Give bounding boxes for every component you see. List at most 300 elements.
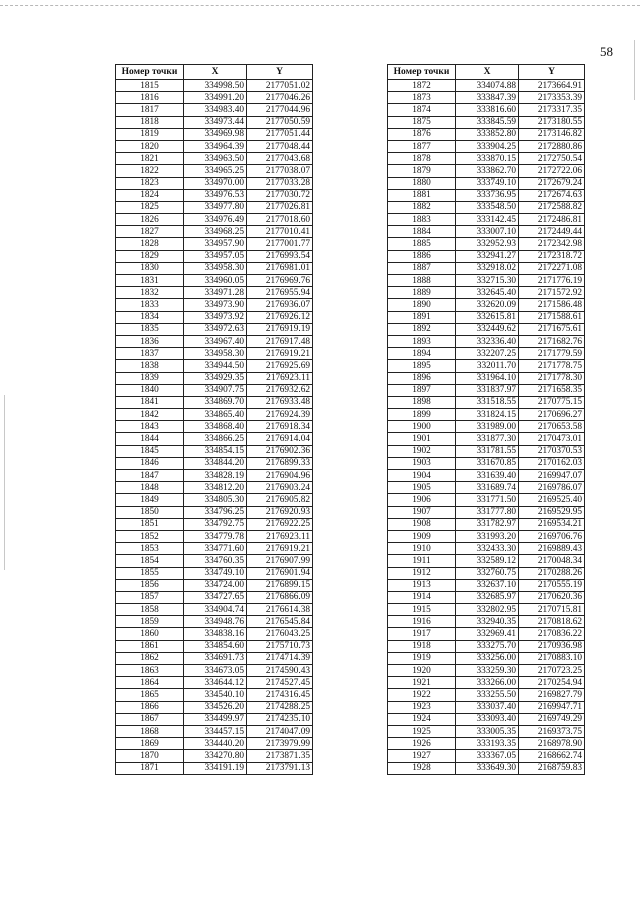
- cell-y: 2170653.58: [519, 421, 585, 433]
- table-row: [116, 140, 313, 152]
- cell-y: 2174235.10: [247, 713, 313, 725]
- cell-y: 2176902.36: [247, 445, 313, 457]
- cell-y: 2174288.25: [247, 701, 313, 713]
- cell-x: 334779.78: [184, 530, 247, 542]
- table-row: [116, 713, 313, 725]
- cell-x: 334973.92: [184, 311, 247, 323]
- table-row: [116, 591, 313, 603]
- table-row: [388, 348, 585, 360]
- cell-x: 332802.95: [456, 604, 519, 616]
- table-row: [116, 470, 313, 482]
- cell-point-number: 1863: [116, 665, 184, 677]
- cell-x: 334440.20: [184, 738, 247, 750]
- cell-y: 2173146.82: [519, 128, 585, 140]
- cell-point-number: 1872: [388, 80, 456, 92]
- cell-y: 2176914.04: [247, 433, 313, 445]
- cell-x: 334760.35: [184, 555, 247, 567]
- cell-point-number: 1817: [116, 104, 184, 116]
- cell-y: 2174047.09: [247, 725, 313, 737]
- table-row: [116, 555, 313, 567]
- cell-y: 2177051.44: [247, 128, 313, 140]
- cell-point-number: 1825: [116, 201, 184, 213]
- cell-point-number: 1919: [388, 652, 456, 664]
- cell-point-number: 1893: [388, 335, 456, 347]
- table-row: [116, 457, 313, 469]
- cell-y: 2174316.45: [247, 689, 313, 701]
- cell-x: 333548.50: [456, 201, 519, 213]
- cell-point-number: 1836: [116, 335, 184, 347]
- cell-point-number: 1870: [116, 750, 184, 762]
- cell-x: 334957.05: [184, 250, 247, 262]
- cell-point-number: 1841: [116, 396, 184, 408]
- cell-x: 333142.45: [456, 214, 519, 226]
- table-row: [116, 323, 313, 335]
- cell-y: 2176907.99: [247, 555, 313, 567]
- cell-y: 2173664.91: [519, 80, 585, 92]
- cell-y: 2171682.76: [519, 335, 585, 347]
- cell-point-number: 1842: [116, 409, 184, 421]
- cell-y: 2171588.61: [519, 311, 585, 323]
- cell-y: 2176926.12: [247, 311, 313, 323]
- cell-point-number: 1918: [388, 640, 456, 652]
- cell-x: 334976.53: [184, 189, 247, 201]
- cell-x: 333870.15: [456, 153, 519, 165]
- table-row: [116, 153, 313, 165]
- cell-point-number: 1901: [388, 433, 456, 445]
- cell-x: 331639.40: [456, 470, 519, 482]
- cell-point-number: 1852: [116, 530, 184, 542]
- cell-point-number: 1905: [388, 482, 456, 494]
- cell-x: 333649.30: [456, 762, 519, 774]
- cell-x: 333367.05: [456, 750, 519, 762]
- table-row: [116, 311, 313, 323]
- cell-x: 333093.40: [456, 713, 519, 725]
- cell-point-number: 1916: [388, 616, 456, 628]
- cell-x: 332940.35: [456, 616, 519, 628]
- cell-x: 334812.20: [184, 482, 247, 494]
- table-row: [388, 482, 585, 494]
- cell-point-number: 1864: [116, 677, 184, 689]
- cell-x: 334944.50: [184, 360, 247, 372]
- cell-y: 2176545.84: [247, 616, 313, 628]
- cell-point-number: 1897: [388, 384, 456, 396]
- cell-x: 334805.30: [184, 494, 247, 506]
- table-row: [388, 689, 585, 701]
- cell-x: 334929.35: [184, 372, 247, 384]
- table-row: [388, 457, 585, 469]
- table-row: [388, 677, 585, 689]
- cell-x: 331782.97: [456, 518, 519, 530]
- cell-y: 2177044.96: [247, 104, 313, 116]
- table-row: [116, 762, 313, 774]
- cell-x: 332941.27: [456, 250, 519, 262]
- cell-y: 2170555.19: [519, 579, 585, 591]
- cell-x: 332637.10: [456, 579, 519, 591]
- table-row: [116, 80, 313, 92]
- cell-x: 331989.00: [456, 421, 519, 433]
- cell-point-number: 1903: [388, 457, 456, 469]
- table-row: [388, 153, 585, 165]
- cell-y: 2177030.72: [247, 189, 313, 201]
- cell-y: 2176866.09: [247, 591, 313, 603]
- cell-y: 2177001.77: [247, 238, 313, 250]
- table-row: [116, 604, 313, 616]
- table-row: [116, 628, 313, 640]
- cell-x: 334644.12: [184, 677, 247, 689]
- cell-x: 334969.98: [184, 128, 247, 140]
- cell-y: 2176925.69: [247, 360, 313, 372]
- cell-point-number: 1837: [116, 348, 184, 360]
- cell-x: 331964.10: [456, 372, 519, 384]
- cell-x: 332969.41: [456, 628, 519, 640]
- cell-x: 334869.70: [184, 396, 247, 408]
- table-row: [388, 80, 585, 92]
- table-row: [388, 360, 585, 372]
- cell-x: 334976.49: [184, 214, 247, 226]
- header-point-number: Номер точки: [116, 65, 184, 80]
- cell-point-number: 1867: [116, 713, 184, 725]
- table-row: [116, 287, 313, 299]
- cell-y: 2177010.41: [247, 226, 313, 238]
- cell-x: 334957.90: [184, 238, 247, 250]
- table-row: [388, 750, 585, 762]
- cell-x: 333255.50: [456, 689, 519, 701]
- cell-y: 2170620.36: [519, 591, 585, 603]
- cell-y: 2170723.25: [519, 665, 585, 677]
- cell-x: 334838.16: [184, 628, 247, 640]
- cell-point-number: 1843: [116, 421, 184, 433]
- header-y: Y: [519, 65, 585, 80]
- table-row: [388, 604, 585, 616]
- cell-x: 334270.80: [184, 750, 247, 762]
- cell-y: 2171572.92: [519, 287, 585, 299]
- cell-y: 2176043.25: [247, 628, 313, 640]
- cell-x: 332336.40: [456, 335, 519, 347]
- cell-point-number: 1822: [116, 165, 184, 177]
- cell-y: 2170473.01: [519, 433, 585, 445]
- cell-x: 334854.60: [184, 640, 247, 652]
- table-row: [388, 470, 585, 482]
- cell-point-number: 1907: [388, 506, 456, 518]
- cell-x: 331781.55: [456, 445, 519, 457]
- cell-y: 2176918.34: [247, 421, 313, 433]
- cell-x: 334868.40: [184, 421, 247, 433]
- cell-x: 334540.10: [184, 689, 247, 701]
- cell-y: 2176981.01: [247, 262, 313, 274]
- table-row: [388, 299, 585, 311]
- table-row: [116, 421, 313, 433]
- cell-x: 334998.50: [184, 80, 247, 92]
- cell-y: 2176993.54: [247, 250, 313, 262]
- cell-point-number: 1885: [388, 238, 456, 250]
- table-row: [116, 518, 313, 530]
- table-row: [116, 445, 313, 457]
- cell-y: 2176917.48: [247, 335, 313, 347]
- cell-y: 2169529.95: [519, 506, 585, 518]
- cell-x: 332645.40: [456, 287, 519, 299]
- cell-y: 2170715.81: [519, 604, 585, 616]
- cell-point-number: 1906: [388, 494, 456, 506]
- cell-point-number: 1922: [388, 689, 456, 701]
- cell-x: 333256.00: [456, 652, 519, 664]
- cell-point-number: 1889: [388, 287, 456, 299]
- cell-x: 334964.39: [184, 140, 247, 152]
- cell-x: 334972.63: [184, 323, 247, 335]
- table-row: [388, 543, 585, 555]
- table-row: [116, 506, 313, 518]
- cell-x: 334967.40: [184, 335, 247, 347]
- table-row: [116, 177, 313, 189]
- cell-point-number: 1915: [388, 604, 456, 616]
- cell-x: 334958.30: [184, 348, 247, 360]
- cell-point-number: 1838: [116, 360, 184, 372]
- cell-point-number: 1845: [116, 445, 184, 457]
- table-row: [388, 104, 585, 116]
- cell-x: 334973.90: [184, 299, 247, 311]
- table-row: [388, 665, 585, 677]
- cell-point-number: 1862: [116, 652, 184, 664]
- table-row: [388, 262, 585, 274]
- cell-point-number: 1854: [116, 555, 184, 567]
- cell-point-number: 1878: [388, 153, 456, 165]
- table-row: [388, 725, 585, 737]
- cell-x: 332715.30: [456, 275, 519, 287]
- table-row: [116, 165, 313, 177]
- cell-point-number: 1921: [388, 677, 456, 689]
- cell-point-number: 1832: [116, 287, 184, 299]
- cell-y: 2171778.75: [519, 360, 585, 372]
- cell-point-number: 1834: [116, 311, 184, 323]
- cell-x: 334749.10: [184, 567, 247, 579]
- cell-x: 333259.30: [456, 665, 519, 677]
- cell-x: 334958.30: [184, 262, 247, 274]
- table-row: [388, 628, 585, 640]
- table-row: [388, 555, 585, 567]
- table-row: [116, 384, 313, 396]
- table-row: [116, 189, 313, 201]
- cell-x: 331993.20: [456, 530, 519, 542]
- cell-point-number: 1926: [388, 738, 456, 750]
- cell-x: 332207.25: [456, 348, 519, 360]
- cell-x: 334983.40: [184, 104, 247, 116]
- table-row: [116, 665, 313, 677]
- cell-point-number: 1892: [388, 323, 456, 335]
- table-row: [116, 616, 313, 628]
- cell-x: 334963.50: [184, 153, 247, 165]
- cell-y: 2170254.94: [519, 677, 585, 689]
- cell-y: 2170883.10: [519, 652, 585, 664]
- cell-point-number: 1900: [388, 421, 456, 433]
- table-row: [116, 299, 313, 311]
- cell-point-number: 1820: [116, 140, 184, 152]
- table-row: [388, 713, 585, 725]
- table-row: [388, 335, 585, 347]
- cell-y: 2173353.39: [519, 92, 585, 104]
- cell-y: 2171776.19: [519, 275, 585, 287]
- cell-x: 334907.75: [184, 384, 247, 396]
- cell-x: 332449.62: [456, 323, 519, 335]
- cell-y: 2172342.98: [519, 238, 585, 250]
- cell-point-number: 1839: [116, 372, 184, 384]
- cell-point-number: 1868: [116, 725, 184, 737]
- cell-y: 2174714.39: [247, 652, 313, 664]
- cell-x: 334191.19: [184, 762, 247, 774]
- cell-y: 2171675.61: [519, 323, 585, 335]
- cell-x: 334960.05: [184, 275, 247, 287]
- cell-y: 2172750.54: [519, 153, 585, 165]
- cell-x: 334865.40: [184, 409, 247, 421]
- cell-x: 332952.93: [456, 238, 519, 250]
- cell-point-number: 1856: [116, 579, 184, 591]
- cell-point-number: 1857: [116, 591, 184, 603]
- cell-y: 2169889.43: [519, 543, 585, 555]
- cell-x: 332685.97: [456, 591, 519, 603]
- cell-x: 334971.28: [184, 287, 247, 299]
- cell-y: 2176919.21: [247, 348, 313, 360]
- table-row: [116, 701, 313, 713]
- cell-point-number: 1884: [388, 226, 456, 238]
- table-row: [116, 92, 313, 104]
- cell-y: 2172486.81: [519, 214, 585, 226]
- cell-point-number: 1818: [116, 116, 184, 128]
- table-row: [388, 396, 585, 408]
- cell-y: 2170288.26: [519, 567, 585, 579]
- cell-y: 2176919.21: [247, 543, 313, 555]
- cell-y: 2170936.98: [519, 640, 585, 652]
- cell-y: 2176901.94: [247, 567, 313, 579]
- cell-x: 333904.25: [456, 140, 519, 152]
- cell-y: 2173979.99: [247, 738, 313, 750]
- cell-y: 2170775.15: [519, 396, 585, 408]
- cell-x: 331518.55: [456, 396, 519, 408]
- table-row: [388, 140, 585, 152]
- table-row: [116, 348, 313, 360]
- cell-y: 2176932.62: [247, 384, 313, 396]
- cell-y: 2174527.45: [247, 677, 313, 689]
- cell-y: 2171778.30: [519, 372, 585, 384]
- cell-point-number: 1853: [116, 543, 184, 555]
- cell-x: 334074.88: [456, 80, 519, 92]
- cell-x: 334771.60: [184, 543, 247, 555]
- page-number: 58: [600, 44, 613, 59]
- cell-point-number: 1849: [116, 494, 184, 506]
- cell-point-number: 1882: [388, 201, 456, 213]
- cell-point-number: 1851: [116, 518, 184, 530]
- cell-point-number: 1871: [116, 762, 184, 774]
- cell-point-number: 1890: [388, 299, 456, 311]
- table-row: [388, 409, 585, 421]
- table-row: [388, 591, 585, 603]
- cell-y: 2169706.76: [519, 530, 585, 542]
- cell-point-number: 1826: [116, 214, 184, 226]
- cell-point-number: 1819: [116, 128, 184, 140]
- cell-y: 2176919.19: [247, 323, 313, 335]
- cell-point-number: 1831: [116, 275, 184, 287]
- cell-x: 334796.25: [184, 506, 247, 518]
- cell-x: 334691.73: [184, 652, 247, 664]
- cell-y: 2170048.34: [519, 555, 585, 567]
- cell-x: 334727.65: [184, 591, 247, 603]
- cell-x: 334866.25: [184, 433, 247, 445]
- cell-x: 334499.97: [184, 713, 247, 725]
- cell-point-number: 1830: [116, 262, 184, 274]
- scan-right-mark: [634, 40, 635, 100]
- coordinates-table-right: [387, 64, 585, 775]
- header-x: X: [184, 65, 247, 80]
- table-row: [388, 177, 585, 189]
- cell-x: 334973.44: [184, 116, 247, 128]
- cell-point-number: 1917: [388, 628, 456, 640]
- cell-point-number: 1911: [388, 555, 456, 567]
- cell-x: 333736.95: [456, 189, 519, 201]
- cell-y: 2173180.55: [519, 116, 585, 128]
- cell-x: 334792.75: [184, 518, 247, 530]
- cell-point-number: 1848: [116, 482, 184, 494]
- table-row: [116, 262, 313, 274]
- table-row: [116, 433, 313, 445]
- cell-y: 2170836.22: [519, 628, 585, 640]
- table-row: [116, 372, 313, 384]
- cell-point-number: 1913: [388, 579, 456, 591]
- table-row: [388, 445, 585, 457]
- cell-y: 2170162.03: [519, 457, 585, 469]
- cell-point-number: 1875: [388, 116, 456, 128]
- table-row: [388, 701, 585, 713]
- cell-x: 334844.20: [184, 457, 247, 469]
- cell-point-number: 1829: [116, 250, 184, 262]
- cell-y: 2169749.29: [519, 713, 585, 725]
- cell-point-number: 1912: [388, 567, 456, 579]
- cell-point-number: 1879: [388, 165, 456, 177]
- table-row: [116, 238, 313, 250]
- cell-y: 2176903.24: [247, 482, 313, 494]
- cell-x: 334673.05: [184, 665, 247, 677]
- cell-y: 2176955.94: [247, 287, 313, 299]
- cell-point-number: 1844: [116, 433, 184, 445]
- table-row: [388, 579, 585, 591]
- cell-point-number: 1821: [116, 153, 184, 165]
- cell-point-number: 1869: [116, 738, 184, 750]
- cell-point-number: 1928: [388, 762, 456, 774]
- table-row: [116, 530, 313, 542]
- cell-point-number: 1815: [116, 80, 184, 92]
- cell-point-number: 1840: [116, 384, 184, 396]
- cell-point-number: 1877: [388, 140, 456, 152]
- cell-point-number: 1887: [388, 262, 456, 274]
- table-row: [388, 189, 585, 201]
- cell-y: 2169786.07: [519, 482, 585, 494]
- cell-point-number: 1894: [388, 348, 456, 360]
- cell-point-number: 1861: [116, 640, 184, 652]
- cell-y: 2172679.24: [519, 177, 585, 189]
- cell-point-number: 1898: [388, 396, 456, 408]
- cell-point-number: 1823: [116, 177, 184, 189]
- cell-y: 2171779.59: [519, 348, 585, 360]
- cell-y: 2174590.43: [247, 665, 313, 677]
- cell-x: 333007.10: [456, 226, 519, 238]
- table-row: [388, 128, 585, 140]
- table-row: [388, 506, 585, 518]
- cell-y: 2169534.21: [519, 518, 585, 530]
- cell-point-number: 1910: [388, 543, 456, 555]
- cell-x: 333845.59: [456, 116, 519, 128]
- cell-point-number: 1847: [116, 470, 184, 482]
- cell-y: 2176614.38: [247, 604, 313, 616]
- cell-x: 331837.97: [456, 384, 519, 396]
- cell-point-number: 1891: [388, 311, 456, 323]
- cell-y: 2176899.33: [247, 457, 313, 469]
- table-row: [388, 530, 585, 542]
